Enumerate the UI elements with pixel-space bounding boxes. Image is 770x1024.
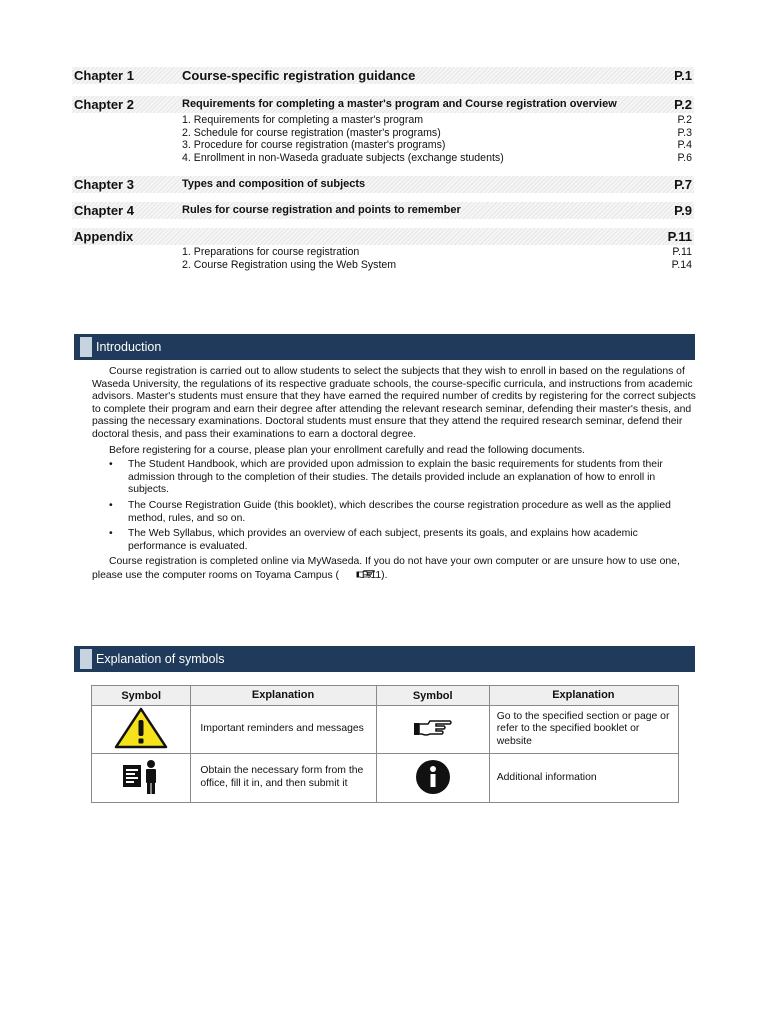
toc-subsection-page: P.2 xyxy=(677,114,692,126)
list-item xyxy=(92,528,698,553)
pointing-hand-icon xyxy=(413,731,453,742)
introduction-body xyxy=(92,366,698,583)
toc-subsection-list xyxy=(182,114,694,164)
section-title: Introduction xyxy=(96,340,162,354)
symbol-cell xyxy=(376,754,489,803)
explanation-cell: Important reminders and messages xyxy=(191,706,376,754)
table-row xyxy=(92,706,679,754)
documents-list xyxy=(92,459,698,553)
list-item-text: The Web Syllabus, which provides an overview of each subject, presents its goals, and explains how academic performance is evaluated. xyxy=(128,528,638,552)
toc-chapter-page: P.7 xyxy=(674,177,692,193)
list-item xyxy=(92,459,698,497)
intro-text: P.11). xyxy=(359,569,388,581)
bullet-icon: • xyxy=(109,459,113,471)
toc-subsection[interactable] xyxy=(182,259,694,272)
table-of-contents xyxy=(72,67,694,272)
intro-paragraph: Before registering for a course, please plan your enrollment carefully and read the following documents. xyxy=(109,444,585,456)
toc-chapter-3[interactable] xyxy=(72,176,694,193)
intro-paragraph xyxy=(92,556,698,582)
form-person-icon xyxy=(121,787,161,798)
toc-chapter-label: Chapter 1 xyxy=(74,68,134,83)
toc-chapter-page: P.2 xyxy=(674,97,692,112)
toc-chapter-label: Chapter 4 xyxy=(74,203,134,219)
toc-chapter-title: Rules for course registration and points to remember xyxy=(182,204,461,217)
symbols-table xyxy=(91,685,679,803)
column-header: Explanation xyxy=(191,686,376,706)
toc-chapter-title: Course-specific registration guidance xyxy=(182,68,416,83)
toc-subsection-page: P.3 xyxy=(677,126,692,139)
list-item-text: The Course Registration Guide (this booklet), which describes the course registration procedure as well as the applied method, rules, and so on. xyxy=(128,499,671,524)
column-header: Explanation xyxy=(489,686,678,706)
pointing-hand-icon[interactable] xyxy=(339,569,359,579)
list-item-text: The Student Handbook, which are provided upon admission to explain the basic requirements for students from their admission through to the completion of their studies. The details provided include an explanation of how to enroll in subjects. xyxy=(128,459,663,496)
list-item xyxy=(92,500,698,525)
info-icon xyxy=(415,787,451,798)
table-header-row xyxy=(92,686,679,706)
toc-chapter-label: Appendix xyxy=(74,229,134,245)
toc-subsection-page: P.4 xyxy=(677,139,692,152)
toc-subsection-title: 2. Course Registration using the Web System xyxy=(182,258,397,271)
symbol-cell xyxy=(92,754,191,803)
table-row xyxy=(92,754,679,803)
toc-chapter-page: P.11 xyxy=(667,229,692,245)
explanation-cell: Obtain the necessary form from the office, fill it in, and then submit it xyxy=(191,754,376,803)
toc-subsection[interactable] xyxy=(182,152,694,165)
toc-chapter-page: P.9 xyxy=(674,203,692,219)
warning-triangle-icon xyxy=(114,741,168,752)
toc-subsection[interactable] xyxy=(182,246,694,259)
toc-subsection[interactable] xyxy=(182,139,694,152)
toc-chapter-2[interactable] xyxy=(72,96,694,113)
heading-accent xyxy=(80,337,92,357)
heading-accent xyxy=(80,649,92,669)
column-header: Symbol xyxy=(376,686,489,706)
toc-chapter-1[interactable] xyxy=(72,67,694,84)
toc-chapter-4[interactable] xyxy=(72,202,694,219)
section-title: Explanation of symbols xyxy=(96,652,225,666)
toc-subsection-page: P.14 xyxy=(671,258,692,271)
toc-appendix[interactable] xyxy=(72,228,694,245)
toc-chapter-title: Requirements for completing a master's program and Course registration overview xyxy=(182,98,617,110)
toc-chapter-label: Chapter 3 xyxy=(74,177,134,193)
toc-subsection-title: 3. Procedure for course registration (master's programs) xyxy=(182,139,446,152)
toc-subsection[interactable] xyxy=(182,127,694,140)
toc-subsection-page: P.6 xyxy=(677,151,692,164)
toc-chapter-title: Types and composition of subjects xyxy=(182,178,366,191)
column-header: Symbol xyxy=(92,686,191,706)
explanation-cell: Go to the specified section or page or refer to the specified booklet or website xyxy=(489,706,678,754)
symbol-cell xyxy=(92,706,191,754)
toc-subsection-title: 1. Preparations for course registration xyxy=(182,246,360,259)
symbol-cell xyxy=(376,706,489,754)
toc-subsection-page: P.11 xyxy=(672,246,692,259)
explanation-cell: Additional information xyxy=(489,754,678,803)
toc-chapter-label: Chapter 2 xyxy=(74,97,134,112)
intro-paragraph: Course registration is carried out to allow students to select the subjects that they wish to enroll in based on the regulations of Waseda University, the regulations of its respective graduate schools, the course-specific curricula, and instructions from academic advisors. Master's students must ensure that they have earned the required number of credits by registering for the correct subjects to complete their program and earn their degree after attending the relevant research seminar, defending their master's thesis, and passing the necessary examinations. Doctoral students must ensure that they attend the required research seminar, defend their doctoral thesis, and pass their examinations to earn a doctoral degree. xyxy=(92,366,696,440)
symbols-heading-bar xyxy=(74,646,695,672)
toc-subsection[interactable] xyxy=(182,114,694,127)
bullet-icon: • xyxy=(109,528,113,540)
toc-subsection-title: 4. Enrollment in non-Waseda graduate subjects (exchange students) xyxy=(182,151,504,164)
toc-chapter-page: P.1 xyxy=(674,68,692,83)
toc-subsection-title: 2. Schedule for course registration (master's programs) xyxy=(182,126,441,139)
bullet-icon: • xyxy=(109,499,113,511)
intro-text: Course registration is completed online via MyWaseda. If you do not have your own computer or are unsure how to use one, please use the computer rooms on Toyama Campus ( xyxy=(92,556,680,581)
toc-subsection-list xyxy=(182,246,694,271)
introduction-heading-bar xyxy=(74,334,695,360)
toc-subsection-title: 1. Requirements for completing a master's program xyxy=(182,114,424,126)
